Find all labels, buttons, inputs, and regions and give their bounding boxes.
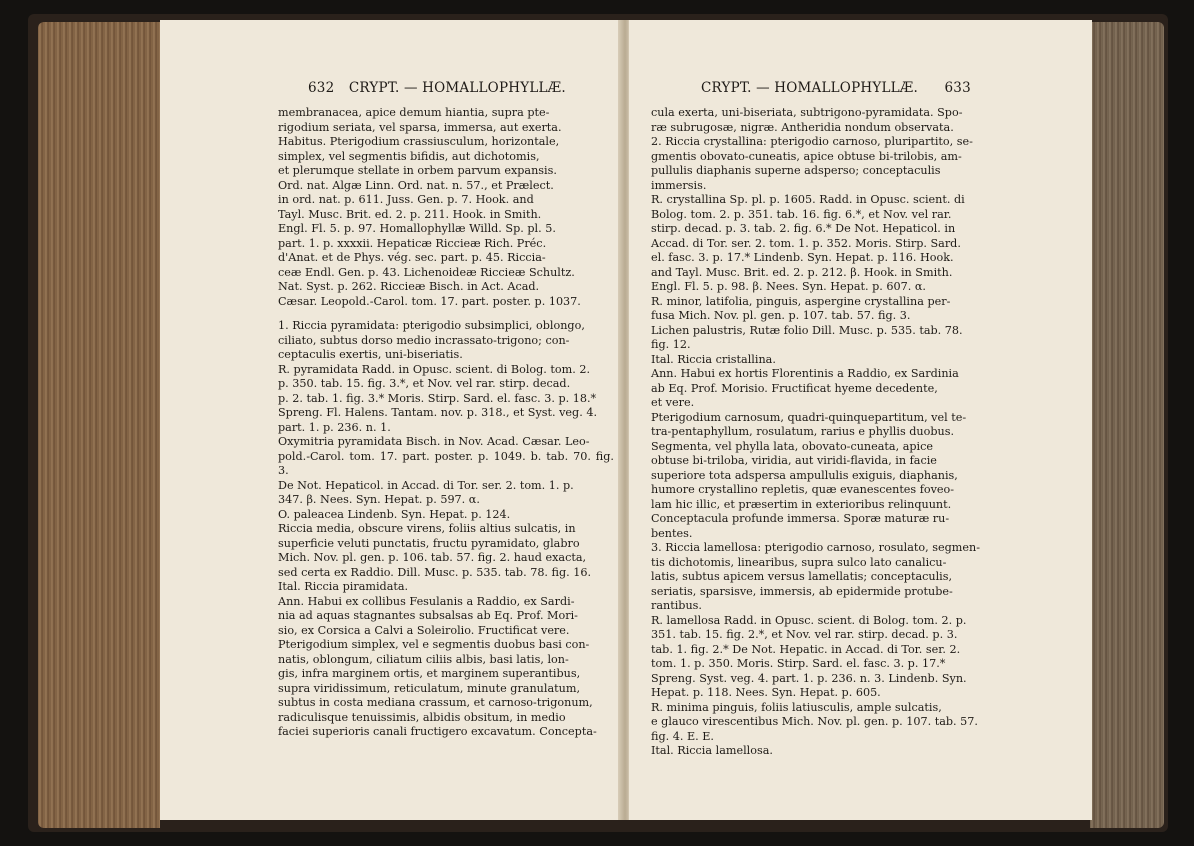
text-line: O. paleacea Lindenb. Syn. Hepat. p. 124. bbox=[278, 507, 511, 521]
right-running-head: CRYPT. — HOMALLOPHYLLÆ. bbox=[701, 80, 918, 96]
text-line: Pterigodium carnosum, quadri-quinquepartitum, vel te- bbox=[651, 410, 967, 424]
text-line: pold.-Carol. tom. 17. part. poster. p. 1049. b. tab. 70. fig. 3. bbox=[278, 449, 614, 477]
text-line: ceæ Endl. Gen. p. 43. Lichenoideæ Ricciеæ Schultz. bbox=[278, 265, 575, 279]
text-line: natis, oblongum, ciliatum ciliis albis, basi latis, lon- bbox=[278, 652, 569, 666]
text-line: e glauco virescentibus Mich. Nov. pl. gen. p. 107. tab. 57. bbox=[651, 715, 978, 728]
text-line: Spreng. Syst. veg. 4. part. 1. p. 236. n. 3. Lindenb. Syn. bbox=[651, 671, 967, 685]
text-line: sio, ex Corsica a Calvi a Soleirolio. Fructificat vere. bbox=[278, 623, 570, 637]
text-line: 2. Riccia crystallina: pterigodio carnoso, pluripartito, se- bbox=[651, 135, 973, 148]
text-line: d'Anat. et de Phys. vég. sec. part. p. 45. Riccia- bbox=[278, 251, 546, 264]
text-line: nia ad aquas stagnantes subsalsas ab Eq. Prof. Mori- bbox=[278, 609, 578, 622]
text-line: fig. 12. bbox=[651, 338, 691, 351]
text-line: cula exerta, uni-biseriata, subtrigono-pyramidata. Spo- bbox=[651, 106, 963, 119]
text-line: 351. tab. 15. fig. 2.*, et Nov. vel rar. stirp. decad. p. 3. bbox=[651, 628, 958, 641]
text-line: in ord. nat. p. 611. Juss. Gen. p. 7. Hook. and bbox=[278, 193, 534, 206]
text-line: supra viridissimum, reticulatum, minute granulatum, bbox=[278, 681, 580, 695]
text-line: Engl. Fl. 5. p. 98. β. Nees. Syn. Hepat. p. 607. α. bbox=[651, 280, 926, 293]
text-line: Habitus. Pterigodium crassiusculum, horizontale, bbox=[278, 135, 560, 148]
text-line bbox=[278, 309, 614, 319]
text-line: Oxymitria pyramidata Bisch. in Nov. Acad. Cæsar. Leo- bbox=[278, 435, 590, 448]
text-line: membranacea, apice demum hiantia, supra pte- bbox=[278, 106, 550, 119]
text-line: fusa Mich. Nov. pl. gen. p. 107. tab. 57. fig. 3. bbox=[651, 309, 911, 322]
text-line: simplex, vel segmentis bifidis, aut dichotomis, bbox=[278, 149, 540, 163]
text-line: 347. β. Nees. Syn. Hepat. p. 597. α. bbox=[278, 493, 480, 506]
text-line: et vere. bbox=[651, 396, 695, 409]
text-line: pullulis diaphanis superne adsperso; conceptaculis bbox=[651, 164, 941, 177]
text-line: 1. Riccia pyramidata: pterigodio subsimplici, oblongo, bbox=[278, 319, 585, 332]
text-line: lam hic illic, et præsertim in exterioribus relinquunt. bbox=[651, 497, 952, 511]
left-page-number: 632 bbox=[308, 80, 335, 96]
text-line: R. pyramidata Radd. in Opusc. scient. di Bolog. tom. 2. bbox=[278, 362, 591, 376]
text-line: Nat. Syst. p. 262. Ricciеæ Bisch. in Act. Acad. bbox=[278, 280, 540, 293]
text-line: part. 1. p. xxxxii. Hepaticæ Ricciеæ Rich. Préc. bbox=[278, 236, 547, 250]
text-line: R. lamellosa Radd. in Opusc. scient. di Bolog. tom. 2. p. bbox=[651, 613, 967, 627]
text-line: part. 1. p. 236. n. 1. bbox=[278, 420, 391, 434]
right-page bbox=[628, 20, 1092, 820]
text-line: latis, subtus apicem versus lamellatis; conceptaculis, bbox=[651, 570, 953, 583]
text-line: Tayl. Musc. Brit. ed. 2. p. 211. Hook. in Smith. bbox=[278, 207, 542, 221]
text-line: and Tayl. Musc. Brit. ed. 2. p. 212. β. Hook. in Smith. bbox=[651, 265, 953, 279]
text-line: bentes. bbox=[651, 526, 693, 540]
text-line: Accad. di Tor. ser. 2. tom. 1. p. 352. Moris. Stirp. Sard. bbox=[651, 236, 961, 250]
text-line: immersis. bbox=[651, 178, 707, 192]
text-line: 3. Riccia lamellosa: pterigodio carnoso, rosulato, segmen- bbox=[651, 541, 980, 554]
text-line: rantibus. bbox=[651, 599, 702, 612]
book-edge-right bbox=[1090, 22, 1164, 828]
text-line: gmentis obovato-cuneatis, apice obtuse bi-trilobis, am- bbox=[651, 149, 962, 163]
text-line: radiculisque tenuissimis, albidis obsitum, in medio bbox=[278, 710, 566, 724]
left-running-header bbox=[308, 80, 566, 96]
text-line: Segmenta, vel phylla lata, obovato-cuneata, apice bbox=[651, 439, 934, 453]
left-running-head: CRYPT. — HOMALLOPHYLLÆ. bbox=[348, 80, 566, 96]
text-line: ab Eq. Prof. Morisio. Fructificat hyeme decedente, bbox=[651, 381, 938, 395]
text-line: faciei superioris canali fructigero excavatum. Concepta- bbox=[278, 725, 597, 738]
text-line: tom. 1. p. 350. Moris. Stirp. Sard. el. fasc. 3. p. 17.* bbox=[651, 657, 946, 670]
text-line: subtus in costa mediana crassum, et carnoso-trigonum, bbox=[278, 696, 593, 709]
text-line: sed certa ex Raddio. Dill. Musc. p. 535. tab. 78. fig. 16. bbox=[278, 565, 592, 579]
text-line: superiore tota adspersa ampullulis exiguis, diaphanis, bbox=[651, 468, 958, 482]
text-line: fig. 4. E. E. bbox=[651, 729, 714, 743]
text-line: R. crystallina Sp. pl. p. 1605. Radd. in Opusc. scient. di bbox=[651, 193, 965, 206]
text-line: Cæsar. Leopold.-Carol. tom. 17. part. poster. p. 1037. bbox=[278, 294, 581, 308]
text-line: Ann. Habui ex hortis Florentinis a Raddio, ex Sardinia bbox=[651, 367, 959, 380]
text-line: seriatis, sparsisve, immersis, ab epidermide protube- bbox=[651, 584, 953, 598]
left-page-text bbox=[278, 106, 614, 740]
text-line: Ann. Habui ex collibus Fesulanis a Raddio, ex Sardi- bbox=[278, 594, 575, 608]
text-line: Bolog. tom. 2. p. 351. tab. 16. fig. 6.*, et Nov. vel rar. bbox=[651, 207, 952, 221]
text-line: Ord. nat. Algæ Linn. Ord. nat. n. 57., et Prælect. bbox=[278, 178, 554, 192]
text-line: Riccia media, obscure virens, foliis altius sulcatis, in bbox=[278, 522, 576, 535]
right-page-number: 633 bbox=[944, 80, 971, 96]
text-line: R. minima pinguis, foliis latiusculis, ample sulcatis, bbox=[651, 700, 942, 714]
text-line: Ital. Riccia lamellosa. bbox=[651, 744, 773, 757]
text-line: p. 350. tab. 15. fig. 3.*, et Nov. vel rar. stirp. decad. bbox=[278, 377, 571, 390]
text-line: humore crystallino repletis, quæ evanescentes foveo- bbox=[651, 483, 955, 496]
right-page-text bbox=[651, 106, 983, 759]
text-line: Spreng. Fl. Halens. Tantam. nov. p. 318., et Syst. veg. 4. bbox=[278, 406, 597, 419]
text-line: ceptaculis exertis, uni-biseriatis. bbox=[278, 348, 463, 361]
text-line: ciliato, subtus dorso medio incrassato-trigono; con- bbox=[278, 333, 570, 347]
text-line: Ital. Riccia piramidata. bbox=[278, 580, 409, 593]
text-line: rigodium seriata, vel sparsa, immersa, aut exerta. bbox=[278, 120, 562, 134]
text-line: Engl. Fl. 5. p. 97. Homallophyllæ Willd. Sp. pl. 5. bbox=[278, 222, 556, 235]
text-line: Hepat. p. 118. Nees. Syn. Hepat. p. 605. bbox=[651, 686, 881, 699]
text-line: tab. 1. fig. 2.* De Not. Hepatic. in Accad. di Tor. ser. 2. bbox=[651, 642, 961, 656]
text-line: Ital. Riccia cristallina. bbox=[651, 352, 776, 366]
text-line: R. minor, latifolia, pinguis, aspergine crystallina per- bbox=[651, 294, 951, 308]
text-line: Lichen palustris, Rutæ folio Dill. Musc. p. 535. tab. 78. bbox=[651, 323, 963, 337]
text-line: De Not. Hepaticol. in Accad. di Tor. ser. 2. tom. 1. p. bbox=[278, 478, 574, 492]
text-line: Mich. Nov. pl. gen. p. 106. tab. 57. fig. 2. haud exacta, bbox=[278, 551, 587, 564]
text-line: obtuse bi-triloba, viridia, aut viridi-flavida, in facie bbox=[651, 454, 937, 467]
text-line: Conceptacula profunde immersa. Sporæ maturæ ru- bbox=[651, 512, 950, 525]
text-line: Pterigodium simplex, vel e segmentis duobus basi con- bbox=[278, 638, 590, 651]
text-line: gis, infra marginem ortis, et marginem superantibus, bbox=[278, 667, 581, 680]
text-line: tis dichotomis, linearibus, supra sulco lato canalicu- bbox=[651, 555, 947, 569]
text-line: stirp. decad. p. 3. tab. 2. fig. 6.* De Not. Hepaticol. in bbox=[651, 222, 956, 235]
text-line: ræ subrugosæ, nigræ. Antheridia nondum observata. bbox=[651, 120, 954, 134]
text-line: superficie veluti punctatis, fructu pyramidato, glabro bbox=[278, 536, 580, 550]
text-line: et plerumque stellate in orbem parvum expansis. bbox=[278, 164, 557, 177]
left-page bbox=[160, 20, 622, 820]
book-edge-left bbox=[38, 22, 160, 828]
text-line: tra-pentaphyllum, rosulatum, rarius e phyllis duobus. bbox=[651, 425, 955, 438]
right-running-header bbox=[701, 80, 971, 96]
text-line: p. 2. tab. 1. fig. 3.* Moris. Stirp. Sard. el. fasc. 3. p. 18.* bbox=[278, 391, 597, 405]
text-line: el. fasc. 3. p. 17.* Lindenb. Syn. Hepat. p. 116. Hook. bbox=[651, 251, 954, 264]
